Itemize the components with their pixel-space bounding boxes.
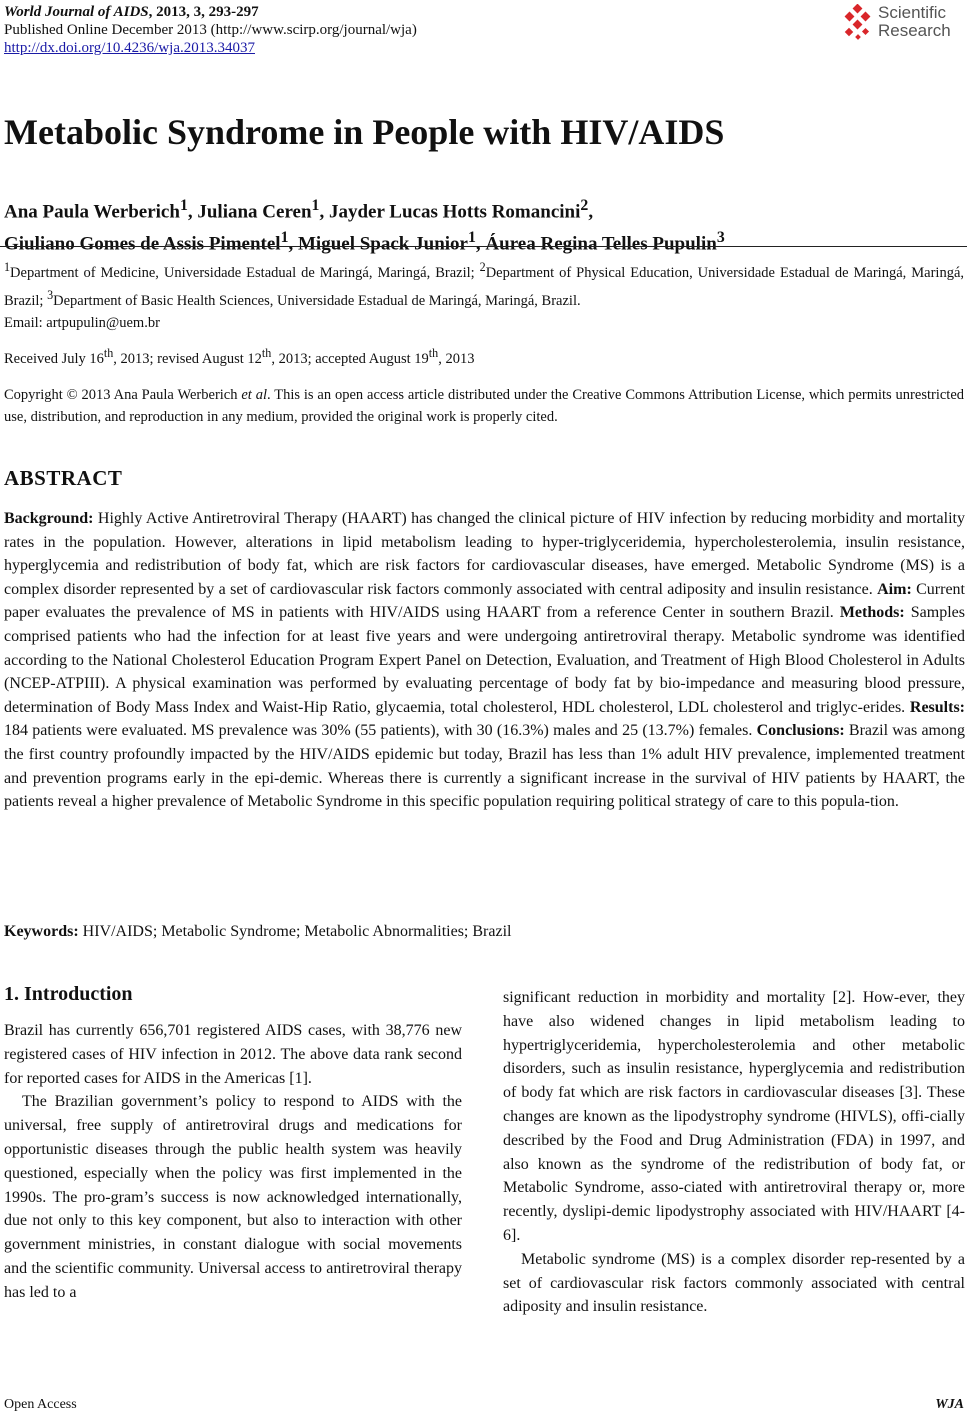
- affiliation-text: Department of Medicine, Universidade Estadual de Maringá, Maringá, Brazil;: [10, 264, 480, 281]
- affiliation-text: Department of Basic Health Sciences, Universidade Estadual de Maringá, Maringá, Brazil.: [53, 292, 581, 309]
- received-date: Received July 16: [4, 350, 104, 367]
- abstract-heading: ABSTRACT: [4, 466, 123, 490]
- author-list: [4, 193, 725, 258]
- journal-volume: , 2013, 3, 293-297: [148, 4, 259, 20]
- affiliation-text: Department of Physical Education, Universidade Estadual de Maringá, Maringá, Brazil;: [4, 264, 965, 309]
- ordinal-suffix: th: [103, 346, 114, 360]
- logo-line-1: Scientific: [878, 3, 947, 22]
- keywords-label: Keywords:: [4, 923, 79, 940]
- section-heading-introduction: 1. Introduction: [4, 983, 133, 1005]
- scientific-research-logo-icon: [842, 4, 876, 44]
- article-title: Metabolic Syndrome in People with HIV/AIDS: [4, 112, 725, 152]
- aim-text: Current paper evaluates the prevalence of MS in patients with HIV/AIDS using HAART from a reference Center in southern Brazil.: [4, 580, 966, 622]
- author-line-1: [4, 193, 725, 225]
- affiliation-marker: 2: [580, 197, 589, 214]
- author-name: , Áurea Regina Telles Pupulin: [475, 233, 717, 255]
- affiliation-marker: 1: [311, 197, 320, 214]
- author-name: , Juliana Ceren: [187, 201, 312, 223]
- copyright-text: Copyright © 2013 Ana Paula Werberich: [4, 387, 242, 403]
- paragraph: Brazil has currently 656,701 registered AIDS cases, with 38,776 new registered cases of HIV infection in 2012. The above data rank second for reported cases for AIDS in the Americas [1].: [4, 1022, 462, 1087]
- aim-label: Aim:: [877, 580, 912, 598]
- et-al: et al: [241, 387, 267, 403]
- author-line-2: [4, 225, 725, 257]
- revised-date: , 2013; revised August 12: [113, 350, 262, 367]
- background-label: Background:: [4, 510, 94, 527]
- contact-email: Email: artpupulin@uem.br: [4, 314, 160, 331]
- logo-line-2: Research: [878, 21, 951, 40]
- license-text: . This is an open access article distributed under the Creative Commons Attribution License, which permits unrestricted use, distribution, and reproduction in any medium, provided the original work is properly cited.: [4, 387, 965, 425]
- logo-text: [878, 4, 951, 40]
- author-name: Ana Paula Werberich: [4, 201, 180, 223]
- methods-label: Methods:: [839, 604, 905, 622]
- affiliation-marker: 1: [179, 197, 188, 214]
- affiliation-marker: 1: [467, 229, 476, 247]
- author-separator: ,: [588, 201, 594, 223]
- keywords: [4, 921, 511, 943]
- journal-name: World Journal of AIDS: [4, 4, 149, 20]
- affiliation-marker: 3: [716, 229, 725, 247]
- affiliation-marker: 3: [47, 287, 54, 302]
- accepted-date: , 2013; accepted August 19: [271, 350, 429, 367]
- abstract-body: [4, 507, 965, 814]
- ordinal-suffix: th: [428, 346, 439, 360]
- left-column: [4, 1019, 462, 1305]
- conclusions-label: Conclusions:: [756, 722, 845, 740]
- paragraph: significant reduction in morbidity and mortality [2]. How-ever, they have also widened changes in lipid metabolism leading to hypertriglyceridemia, hypercholesterolemia and other metabolic disorders, such as insulin resistance, hyperglycemia and redistribution of body fat which are risk factors in cardiovascular diseases [3]. These changes are known as the lipodystrophy syndrome (HIVLS), offi-cially described by the Food and Drug Administration (FDA) in 1997, and also known as the syndrome of the redistribution of body fat, or Metabolic Syndrome, asso-ciated with antiretroviral therapy or, more recently, dyslipi-demic lipodystrophy associated with HIV/HAART [4-6].: [503, 989, 965, 1244]
- conclusions-text: Brazil was among the first country profoundly impacted by the HIV/AIDS epidemic but today, Brazil has less than 1% adult HIV prevalence, implemented treatment and prevention programs early in the epi-demic. Whereas there is currently a significant increase in the survival of HIV patients by HAART, the patients reveal a higher prevalence of Metabolic Syndrome in this specific population requiring political strategy of care to this popula-tion.: [4, 722, 965, 811]
- published-line: Published Online December 2013 (http://www.scirp.org/journal/wja): [4, 22, 417, 38]
- paragraph: The Brazilian government’s policy to respond to AIDS with the universal, free supply of antiretroviral drugs and medications for opportunistic diseases through the public health system was heavily questioned, especially when the policy was first implemented in the 1990s. The pro-gram’s success is now acknowledged internationally, due not only to this key component, but also to interaction with other government ministries, in constant dialogue with social movements and the scientific community. Universal access to antiretroviral therapy has led to a: [4, 1093, 462, 1301]
- results-label: Results:: [909, 698, 965, 716]
- results-text: 184 patients were evaluated. MS prevalence was 30% (55 patients), with 30 (16.3%) males and 25 (13.7%) females.: [4, 722, 757, 740]
- received-dates: [4, 342, 474, 370]
- ordinal-suffix: th: [261, 346, 272, 360]
- affiliations: [4, 256, 964, 334]
- affiliation-marker: 1: [280, 229, 289, 247]
- journal-citation: [4, 3, 417, 21]
- author-name: , Jayder Lucas Hotts Romancini: [319, 201, 581, 223]
- affiliation-marker: 2: [479, 260, 486, 274]
- right-column: [503, 986, 965, 1319]
- header-divider: [0, 246, 967, 247]
- methods-text: Samples comprised patients who had the infection for at least five years and were undergoing antiretroviral therapy. Metabolic syndrome was identified according to the National Cholesterol Education Program Expert Panel on Detection, Evaluation, and Treatment of High Blood Cholesterol in Adults (NCEP-ATPIII). A physical examination was performed by evaluating percentage of body fat by bio-impedance and measuring blood pressure, determination of Body Mass Index and Waist-Hip Ratio, glycaemia, total cholesterol, HDL cholesterol, LDL cholesterol and triglyc-erides.: [4, 604, 965, 716]
- journal-header: [4, 3, 417, 57]
- paragraph: Metabolic syndrome (MS) is a complex disorder rep-resented by a set of cardiovascular risk factors commonly associated with central adiposity and insulin resistance.: [503, 1250, 965, 1316]
- copyright-notice: [4, 384, 964, 428]
- footer-open-access: Open Access: [4, 1397, 77, 1412]
- doi-link[interactable]: http://dx.doi.org/10.4236/wja.2013.34037: [4, 40, 255, 56]
- author-name: , Miguel Spack Junior: [288, 233, 468, 255]
- accepted-year: , 2013: [438, 350, 475, 367]
- footer-journal-abbrev: WJA: [935, 1397, 964, 1412]
- affiliation-marker: 1: [4, 260, 11, 274]
- author-name: Giuliano Gomes de Assis Pimentel: [4, 233, 281, 255]
- publisher-logo: [842, 4, 966, 44]
- keywords-text: HIV/AIDS; Metabolic Syndrome; Metabolic Abnormalities; Brazil: [78, 923, 512, 940]
- background-text: Highly Active Antiretroviral Therapy (HAART) has changed the clinical picture of HIV infection by reducing morbidity and mortality rates in the population. However, alterations in lipid metabolism leading to hyper-triglyceridemia, hypercholesterolemia, insulin resistance, hyperglycemia and redistribution of body fat, which are risk factors for cardiovascular diseases, have emerged. Metabolic Syndrome (MS) is a complex disorder represented by a set of cardiovascular risk factors commonly associated with central adiposity and insulin resistance.: [4, 510, 965, 598]
